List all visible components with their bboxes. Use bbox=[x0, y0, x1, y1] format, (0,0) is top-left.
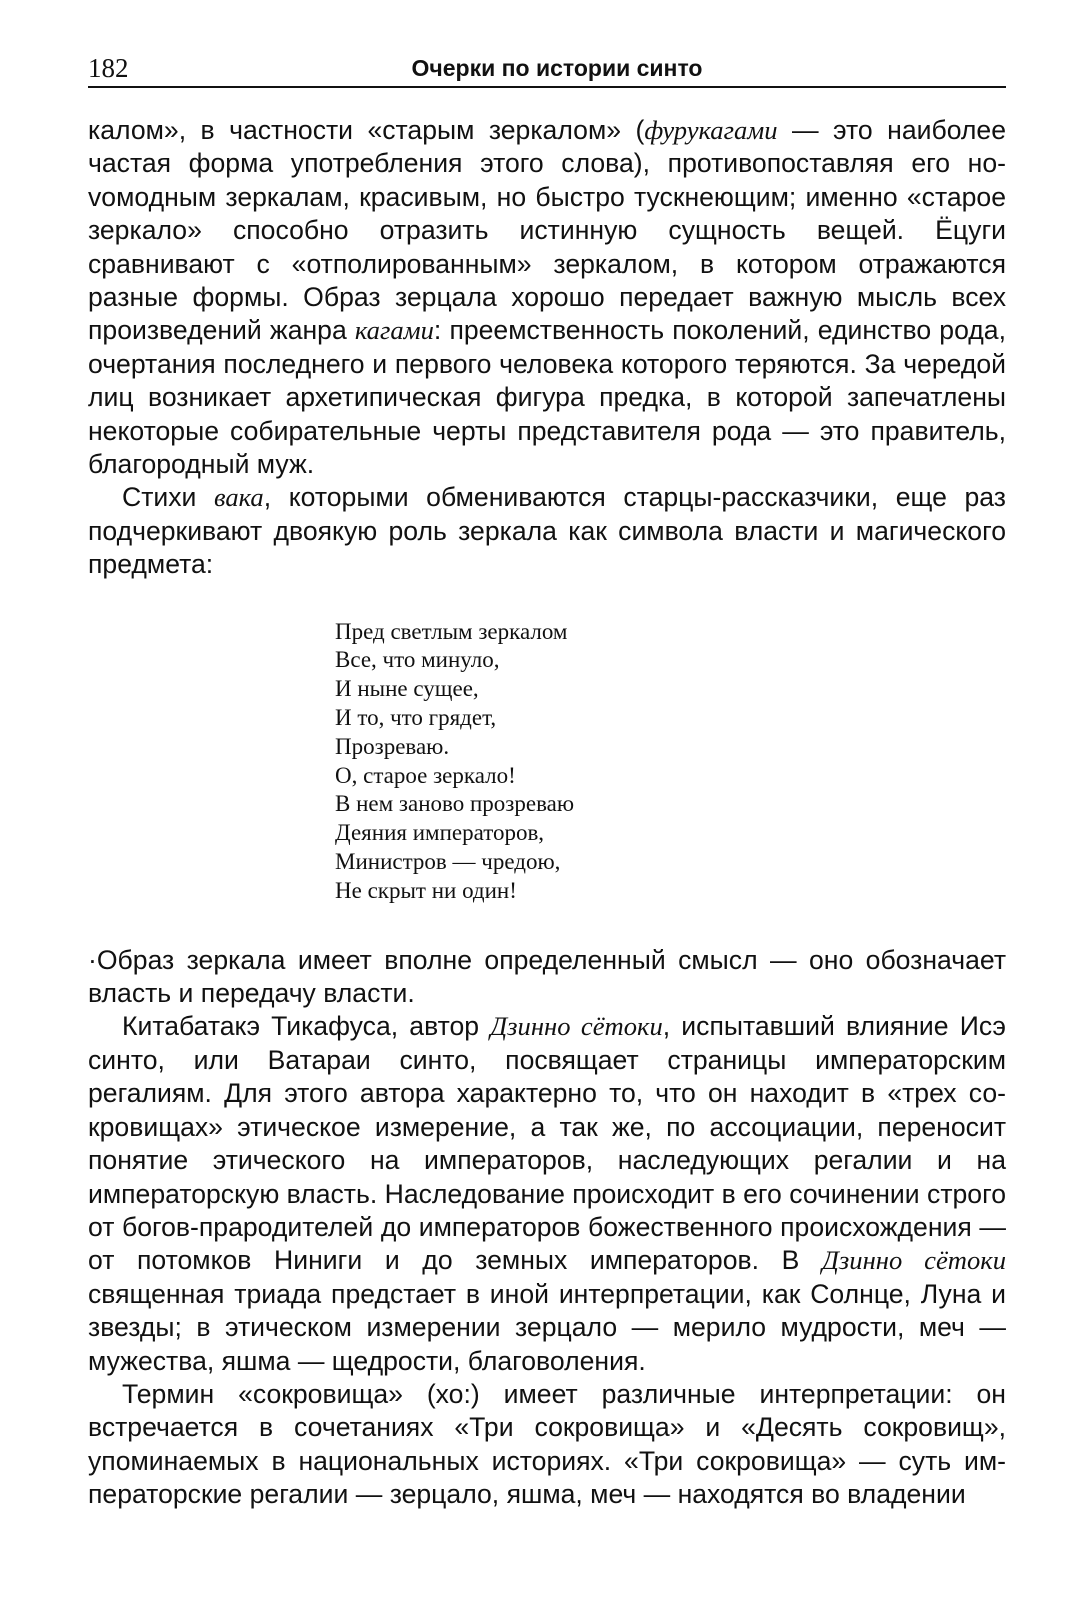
text-run: Термин «сокровища» (хо:) имеет различные интерпретации: он встречается в сочетаниях «Три сокровища» и «Десять сокровищ», упоминаемых в национальных историях. «Три сокровища» — суть императорские регалии — зерцало, яшма, меч — находятся во владении bbox=[88, 1378, 1006, 1510]
poem-line: И ныне сущее, bbox=[335, 676, 479, 702]
running-header bbox=[88, 52, 1006, 88]
paragraph-2 bbox=[88, 481, 1006, 581]
text-run: — это наиболее частая форма употребления этого слова), противопоставляя его ноvомодным зеркалам, красивым, но быстро тускнеющим; именно «старое зеркало» способно отразить истинную сущность вещей. Ёцуги сравнивают с «отполированным» зеркалом, в котором отражаются разные формы. Образ зерцала хорошо передает важную мысль всех произведений жанра bbox=[88, 115, 1006, 346]
paragraph-4 bbox=[88, 1010, 1006, 1377]
paragraph-3 bbox=[88, 944, 1006, 1011]
italic-term-vaka: вака bbox=[214, 482, 264, 513]
text-run: , испытавший влияние Исэ синто, или Ватараи синто, посвящает страницы императорским регалиям. Для этого автора характерно то, что он находит в «трех сокровищах» этическое измерение, а так же, по ассоциации, переносит понятие этического на императоров, наследующих регалии и на императорскую власть. Наследование происходит в его сочинении строго от богов-прародителей до императоров божественного происхождения — от потомков Ниниги и до земных императоров. В bbox=[88, 1011, 1006, 1276]
text-run: ·Образ зеркала имеет вполне определенный смысл — оно обозначает власть и передачу власти. bbox=[88, 944, 1006, 1009]
poem-line: Все, что минуло, bbox=[335, 647, 500, 673]
poem-line: Деяния императоров, bbox=[335, 820, 545, 846]
italic-title-dzinno-setoki: Дзинно сётоки bbox=[821, 1245, 1006, 1276]
running-title: Очерки по истории синто bbox=[411, 55, 703, 81]
italic-term-kagami: кагами bbox=[354, 315, 434, 346]
poem-line: И то, что грядет, bbox=[335, 705, 497, 731]
text-run: Стихи bbox=[122, 482, 214, 513]
poem-line: Прозреваю. bbox=[335, 733, 450, 759]
poem-line: Министров — чредою, bbox=[335, 849, 561, 875]
paragraph-5 bbox=[88, 1378, 1006, 1512]
italic-term-furukagami: фурукагами bbox=[644, 115, 778, 145]
poem-block bbox=[335, 618, 1006, 906]
text-run: священная триада предстает в иной интерпретации, как Солнце, Луна и звезды; в этическом измерении зерцало — мерило мудрости, меч — мужества, яшма — щедрости, благоволения. bbox=[88, 1278, 1006, 1376]
text-run: : преемственность поколений, единство рода, очертания последнего и первого человека которого теряются. За чередой лиц возникает архетипическая фигура предка, в которой запечатлены некоторые собирательные черты представителя рода — это правитель, благородный муж. bbox=[88, 315, 1006, 480]
body-text bbox=[88, 114, 1006, 1512]
book-page bbox=[88, 52, 1006, 1512]
text-run: Китабатакэ Тикафуса, автор bbox=[122, 1011, 491, 1042]
page-number: 182 bbox=[88, 53, 129, 83]
poem-line: Не скрыт ни один! bbox=[335, 877, 517, 903]
text-run: калом», в частности «старым зеркалом» ( bbox=[88, 115, 645, 145]
poem-line: Пред светлым зеркалом bbox=[335, 618, 568, 644]
poem-line: О, старое зеркало! bbox=[335, 762, 516, 788]
poem-line: В нем заново прозреваю bbox=[335, 791, 575, 817]
italic-title-dzinno-setoki: Дзинно сётоки bbox=[490, 1011, 663, 1042]
text-run: , которыми обмениваются старцы-рассказчики, еще раз подчеркивают двоякую роль зеркала как символа власти и магического предмета: bbox=[88, 482, 1006, 580]
paragraph-1 bbox=[88, 114, 1006, 481]
